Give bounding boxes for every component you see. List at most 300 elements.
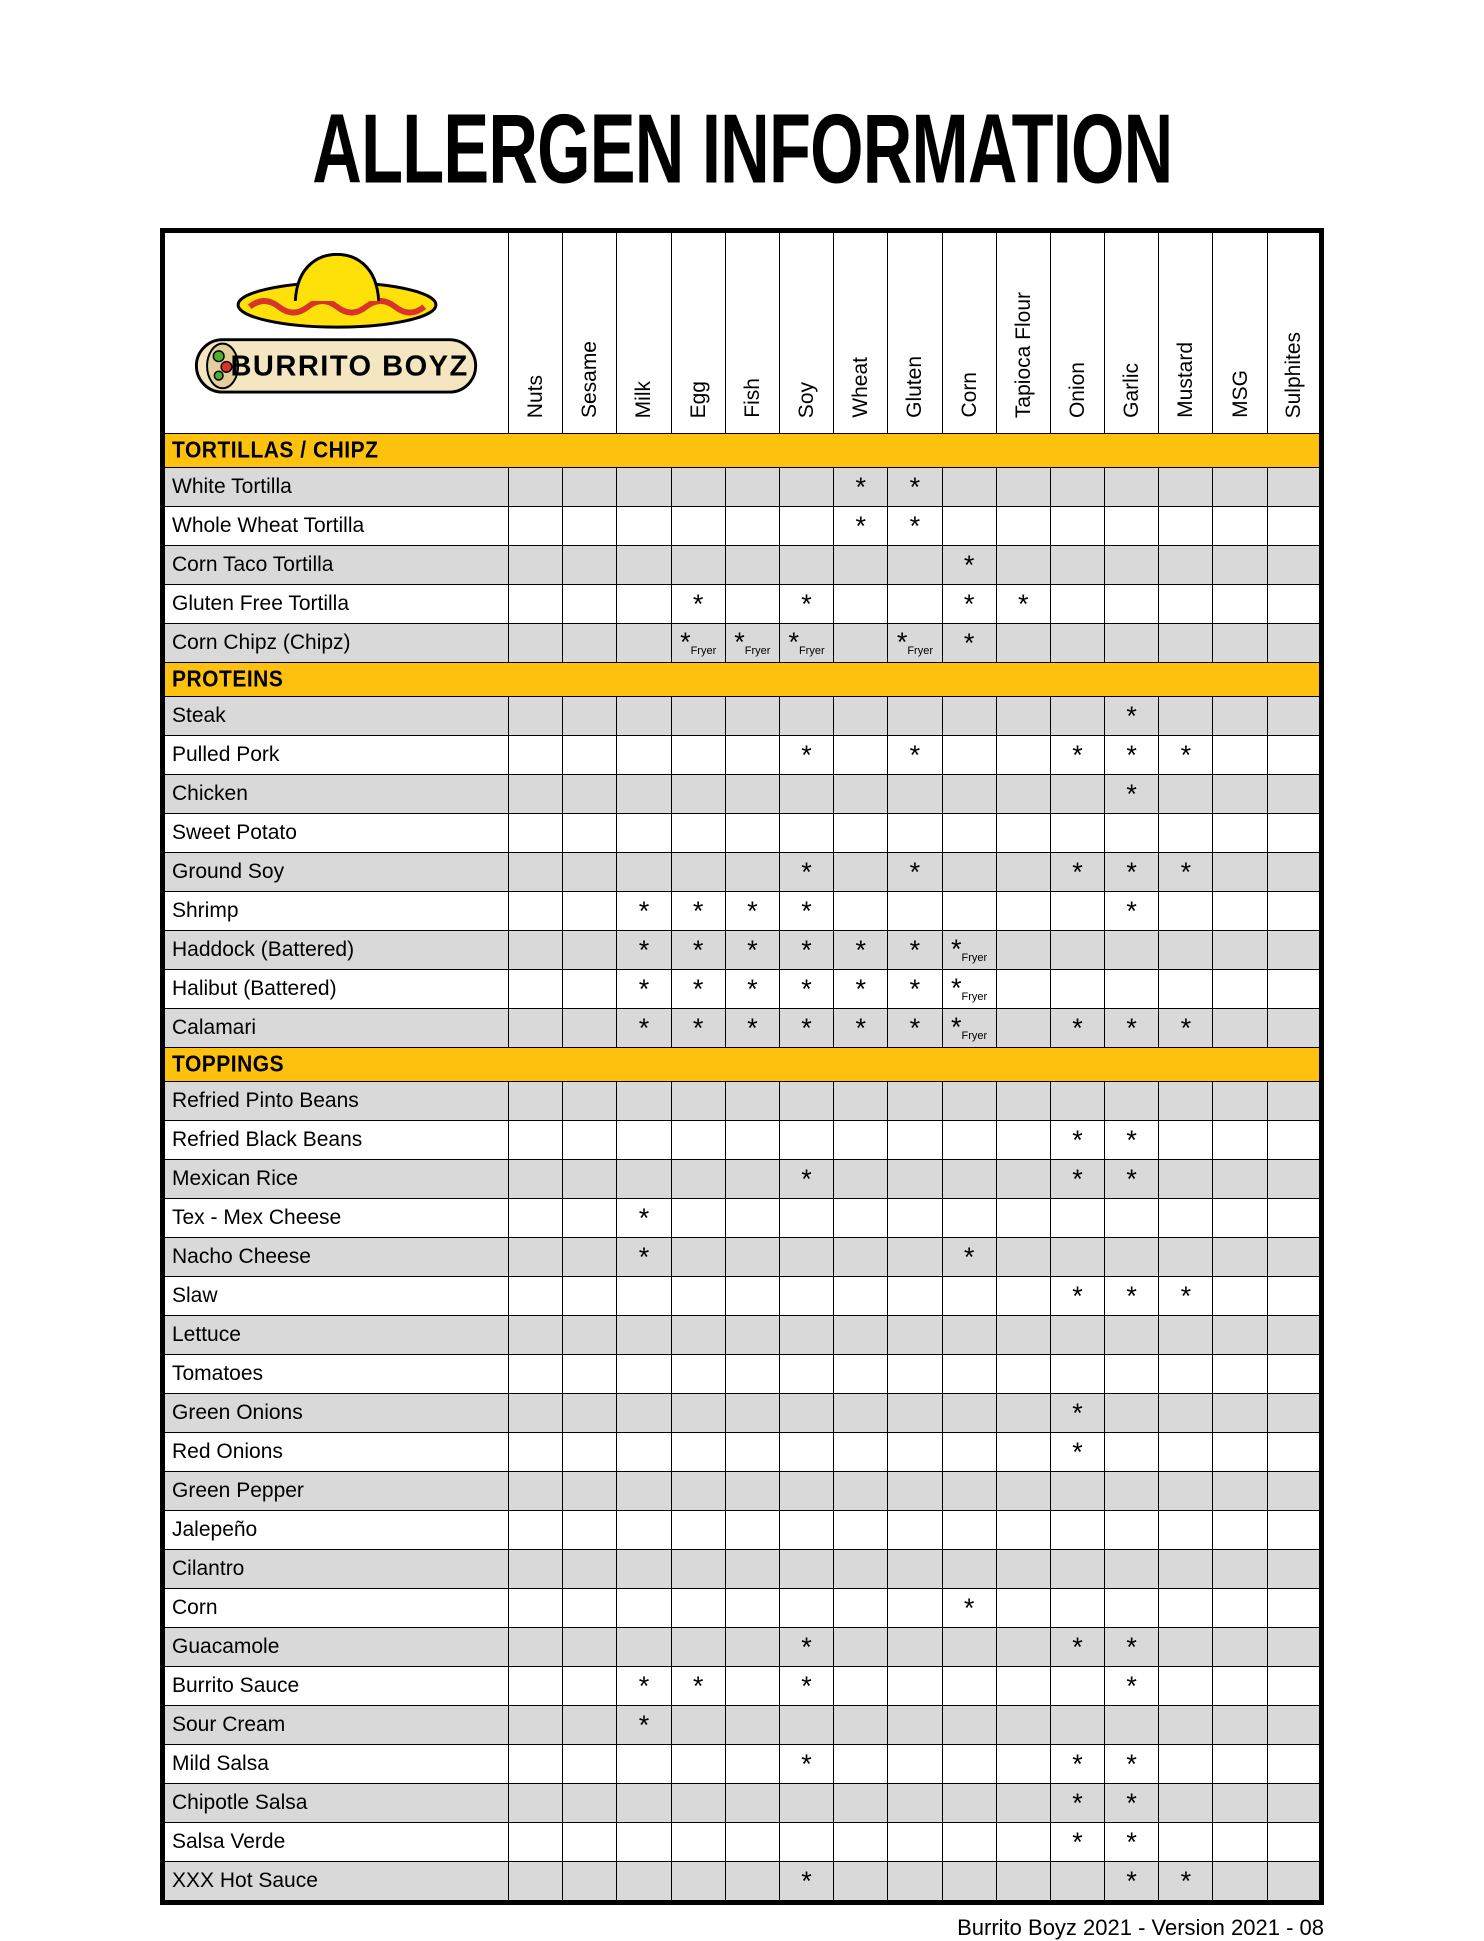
empty-cell	[509, 1550, 563, 1589]
allergen-mark-cell: *	[725, 892, 779, 931]
allergen-mark-cell: *Fryer	[942, 1009, 996, 1048]
empty-cell	[942, 697, 996, 736]
empty-cell	[725, 1433, 779, 1472]
empty-cell	[1050, 1706, 1104, 1745]
item-row	[163, 1121, 1322, 1160]
empty-cell	[996, 697, 1050, 736]
empty-cell	[509, 1628, 563, 1667]
empty-cell	[725, 1121, 779, 1160]
allergen-mark-cell: *	[671, 931, 725, 970]
empty-cell	[1159, 1550, 1213, 1589]
allergen-mark-cell: *	[725, 931, 779, 970]
item-name: Green Pepper	[163, 1472, 509, 1511]
allergen-mark-cell: *Fryer	[888, 624, 942, 663]
empty-cell	[509, 1472, 563, 1511]
empty-cell	[1267, 1121, 1321, 1160]
allergen-mark-cell: *	[779, 1862, 833, 1903]
empty-cell	[1213, 585, 1267, 624]
empty-cell	[779, 1121, 833, 1160]
allergen-mark-cell: *	[1105, 1667, 1159, 1706]
item-row	[163, 931, 1322, 970]
allergen-mark-cell: *	[1105, 736, 1159, 775]
sombrero-icon	[238, 254, 436, 327]
empty-cell	[1213, 775, 1267, 814]
allergen-mark-cell: *	[942, 585, 996, 624]
allergen-mark-cell: *	[1050, 1394, 1104, 1433]
empty-cell	[563, 1316, 617, 1355]
empty-cell	[1159, 1394, 1213, 1433]
allergen-mark-cell: *	[779, 1160, 833, 1199]
empty-cell	[834, 1589, 888, 1628]
empty-cell	[942, 1628, 996, 1667]
empty-cell	[996, 1082, 1050, 1121]
empty-cell	[509, 1238, 563, 1277]
allergen-mark-cell: *	[1050, 1009, 1104, 1048]
empty-cell	[1213, 1316, 1267, 1355]
section-header: PROTEINS	[163, 663, 1322, 697]
item-row	[163, 1589, 1322, 1628]
section-row	[163, 434, 1322, 468]
allergen-mark-cell: *	[834, 931, 888, 970]
empty-cell	[509, 1394, 563, 1433]
empty-cell	[942, 507, 996, 546]
empty-cell	[1213, 1121, 1267, 1160]
allergen-mark-cell: *	[671, 585, 725, 624]
item-name: Corn Taco Tortilla	[163, 546, 509, 585]
empty-cell	[996, 1316, 1050, 1355]
empty-cell	[1213, 1009, 1267, 1048]
empty-cell	[834, 1511, 888, 1550]
empty-cell	[996, 775, 1050, 814]
empty-cell	[1159, 970, 1213, 1009]
section-row	[163, 1048, 1322, 1082]
empty-cell	[509, 1009, 563, 1048]
empty-cell	[834, 1238, 888, 1277]
empty-cell	[942, 1121, 996, 1160]
empty-cell	[1105, 1199, 1159, 1238]
empty-cell	[1267, 1199, 1321, 1238]
empty-cell	[1213, 1823, 1267, 1862]
empty-cell	[888, 1238, 942, 1277]
empty-cell	[563, 1550, 617, 1589]
empty-cell	[725, 1784, 779, 1823]
allergen-mark-cell: *	[779, 892, 833, 931]
item-name: Gluten Free Tortilla	[163, 585, 509, 624]
item-name: White Tortilla	[163, 468, 509, 507]
empty-cell	[1213, 1355, 1267, 1394]
empty-cell	[671, 736, 725, 775]
allergen-mark-cell: *	[942, 1238, 996, 1277]
allergen-mark-cell: *	[1050, 1121, 1104, 1160]
empty-cell	[996, 1394, 1050, 1433]
empty-cell	[509, 1511, 563, 1550]
empty-cell	[725, 1316, 779, 1355]
empty-cell	[671, 1862, 725, 1903]
empty-cell	[942, 1550, 996, 1589]
empty-cell	[617, 507, 671, 546]
empty-cell	[888, 1589, 942, 1628]
empty-cell	[1159, 1589, 1213, 1628]
allergen-mark-cell: *	[834, 507, 888, 546]
allergen-column-header: Milk	[617, 231, 671, 434]
empty-cell	[617, 1628, 671, 1667]
empty-cell	[1267, 546, 1321, 585]
empty-cell	[996, 892, 1050, 931]
empty-cell	[671, 546, 725, 585]
brand-wordmark: BURRITO BOYZ	[229, 350, 469, 383]
empty-cell	[996, 1784, 1050, 1823]
empty-cell	[888, 1394, 942, 1433]
empty-cell	[1105, 624, 1159, 663]
empty-cell	[617, 1160, 671, 1199]
allergen-mark-cell: *	[779, 931, 833, 970]
empty-cell	[1213, 853, 1267, 892]
empty-cell	[942, 1082, 996, 1121]
empty-cell	[1050, 775, 1104, 814]
empty-cell	[671, 1316, 725, 1355]
item-row	[163, 1706, 1322, 1745]
allergen-mark-cell: *	[617, 1009, 671, 1048]
empty-cell	[509, 546, 563, 585]
empty-cell	[942, 1277, 996, 1316]
empty-cell	[1050, 892, 1104, 931]
empty-cell	[563, 624, 617, 663]
item-row	[163, 1628, 1322, 1667]
empty-cell	[509, 1199, 563, 1238]
empty-cell	[1105, 1706, 1159, 1745]
allergen-mark-cell: *	[1050, 1277, 1104, 1316]
empty-cell	[563, 970, 617, 1009]
allergen-mark-cell: *	[779, 1745, 833, 1784]
empty-cell	[996, 507, 1050, 546]
empty-cell	[1267, 1550, 1321, 1589]
empty-cell	[725, 1550, 779, 1589]
empty-cell	[1267, 1277, 1321, 1316]
empty-cell	[888, 585, 942, 624]
empty-cell	[563, 1511, 617, 1550]
empty-cell	[509, 697, 563, 736]
empty-cell	[1267, 775, 1321, 814]
empty-cell	[1213, 1433, 1267, 1472]
empty-cell	[942, 1355, 996, 1394]
empty-cell	[509, 1862, 563, 1903]
empty-cell	[1267, 1394, 1321, 1433]
empty-cell	[617, 468, 671, 507]
allergen-mark-cell: *	[888, 931, 942, 970]
allergen-column-header: Mustard	[1159, 231, 1213, 434]
empty-cell	[1050, 1511, 1104, 1550]
empty-cell	[509, 1823, 563, 1862]
empty-cell	[509, 507, 563, 546]
empty-cell	[1105, 1589, 1159, 1628]
allergen-mark-cell: *	[1159, 1862, 1213, 1903]
empty-cell	[1050, 1667, 1104, 1706]
empty-cell	[509, 1316, 563, 1355]
empty-cell	[617, 1277, 671, 1316]
empty-cell	[617, 1823, 671, 1862]
allergen-mark-cell: *	[779, 585, 833, 624]
empty-cell	[1267, 1667, 1321, 1706]
empty-cell	[834, 1628, 888, 1667]
empty-cell	[834, 775, 888, 814]
empty-cell	[1213, 1277, 1267, 1316]
allergen-mark-cell: *	[617, 1667, 671, 1706]
empty-cell	[888, 1082, 942, 1121]
empty-cell	[725, 1862, 779, 1903]
empty-cell	[834, 853, 888, 892]
empty-cell	[725, 1589, 779, 1628]
allergen-mark-cell: *	[617, 970, 671, 1009]
allergen-mark-cell: *Fryer	[671, 624, 725, 663]
empty-cell	[779, 546, 833, 585]
empty-cell	[1050, 1550, 1104, 1589]
page-title: ALLERGEN INFORMATION	[311, 93, 1173, 204]
allergen-mark-cell: *	[888, 468, 942, 507]
empty-cell	[996, 1238, 1050, 1277]
empty-cell	[725, 1745, 779, 1784]
empty-cell	[725, 1706, 779, 1745]
empty-cell	[1213, 1082, 1267, 1121]
item-row	[163, 468, 1322, 507]
empty-cell	[1105, 507, 1159, 546]
empty-cell	[834, 1082, 888, 1121]
empty-cell	[1267, 1511, 1321, 1550]
empty-cell	[1267, 1433, 1321, 1472]
empty-cell	[1159, 892, 1213, 931]
empty-cell	[1213, 1238, 1267, 1277]
empty-cell	[779, 814, 833, 853]
allergen-column-header: Gluten	[888, 231, 942, 434]
empty-cell	[563, 1472, 617, 1511]
allergen-mark-cell: *	[1105, 1784, 1159, 1823]
empty-cell	[834, 1433, 888, 1472]
empty-cell	[1050, 624, 1104, 663]
empty-cell	[942, 1511, 996, 1550]
item-row	[163, 697, 1322, 736]
empty-cell	[834, 1550, 888, 1589]
empty-cell	[1267, 1160, 1321, 1199]
allergen-mark-cell: *	[779, 970, 833, 1009]
allergen-column-header: Nuts	[509, 231, 563, 434]
empty-cell	[1159, 1160, 1213, 1199]
allergen-mark-cell: *	[1105, 1628, 1159, 1667]
item-name: Chicken	[163, 775, 509, 814]
empty-cell	[671, 853, 725, 892]
empty-cell	[996, 970, 1050, 1009]
empty-cell	[1267, 624, 1321, 663]
empty-cell	[671, 1550, 725, 1589]
empty-cell	[1267, 507, 1321, 546]
empty-cell	[779, 1706, 833, 1745]
empty-cell	[1105, 1394, 1159, 1433]
item-name: Corn Chipz (Chipz)	[163, 624, 509, 663]
item-row	[163, 1550, 1322, 1589]
empty-cell	[617, 1862, 671, 1903]
empty-cell	[671, 1511, 725, 1550]
empty-cell	[563, 1394, 617, 1433]
empty-cell	[942, 1823, 996, 1862]
empty-cell	[1050, 507, 1104, 546]
empty-cell	[563, 892, 617, 931]
item-row	[163, 1511, 1322, 1550]
item-name: Tex - Mex Cheese	[163, 1199, 509, 1238]
empty-cell	[1267, 1706, 1321, 1745]
empty-cell	[563, 1589, 617, 1628]
empty-cell	[563, 775, 617, 814]
empty-cell	[671, 1628, 725, 1667]
empty-cell	[1213, 1745, 1267, 1784]
empty-cell	[779, 1082, 833, 1121]
empty-cell	[779, 1316, 833, 1355]
empty-cell	[563, 1628, 617, 1667]
empty-cell	[671, 775, 725, 814]
empty-cell	[996, 931, 1050, 970]
item-name: Refried Pinto Beans	[163, 1082, 509, 1121]
empty-cell	[1050, 585, 1104, 624]
empty-cell	[779, 1511, 833, 1550]
empty-cell	[725, 546, 779, 585]
allergen-mark-cell: *	[834, 468, 888, 507]
empty-cell	[671, 1745, 725, 1784]
empty-cell	[671, 1199, 725, 1238]
empty-cell	[509, 468, 563, 507]
empty-cell	[509, 1745, 563, 1784]
empty-cell	[563, 1667, 617, 1706]
empty-cell	[942, 1784, 996, 1823]
empty-cell	[671, 1082, 725, 1121]
empty-cell	[725, 585, 779, 624]
empty-cell	[834, 697, 888, 736]
empty-cell	[671, 1823, 725, 1862]
empty-cell	[996, 1009, 1050, 1048]
empty-cell	[563, 1009, 617, 1048]
empty-cell	[617, 775, 671, 814]
item-name: Mexican Rice	[163, 1160, 509, 1199]
empty-cell	[996, 1511, 1050, 1550]
empty-cell	[1213, 814, 1267, 853]
empty-cell	[1159, 814, 1213, 853]
allergen-mark-cell: *	[725, 1009, 779, 1048]
empty-cell	[509, 970, 563, 1009]
empty-cell	[563, 1199, 617, 1238]
allergen-column-header: Corn	[942, 231, 996, 434]
empty-cell	[617, 1550, 671, 1589]
empty-cell	[563, 468, 617, 507]
empty-cell	[888, 1199, 942, 1238]
empty-cell	[996, 1628, 1050, 1667]
item-name: Nacho Cheese	[163, 1238, 509, 1277]
empty-cell	[1213, 1511, 1267, 1550]
empty-cell	[888, 1277, 942, 1316]
empty-cell	[509, 1082, 563, 1121]
allergen-mark-cell: *	[1105, 1121, 1159, 1160]
empty-cell	[1213, 1199, 1267, 1238]
empty-cell	[563, 1823, 617, 1862]
allergen-mark-cell: *	[779, 736, 833, 775]
empty-cell	[563, 1784, 617, 1823]
empty-cell	[617, 814, 671, 853]
item-name: Steak	[163, 697, 509, 736]
empty-cell	[1105, 1472, 1159, 1511]
empty-cell	[1213, 1550, 1267, 1589]
empty-cell	[779, 1550, 833, 1589]
item-row	[163, 1009, 1322, 1048]
allergen-mark-cell: *	[1105, 892, 1159, 931]
empty-cell	[1267, 1009, 1321, 1048]
allergen-mark-cell: *	[617, 931, 671, 970]
empty-cell	[1267, 736, 1321, 775]
empty-cell	[779, 1433, 833, 1472]
empty-cell	[1050, 1472, 1104, 1511]
item-name: Shrimp	[163, 892, 509, 931]
empty-cell	[1267, 970, 1321, 1009]
empty-cell	[617, 736, 671, 775]
item-name: Lettuce	[163, 1316, 509, 1355]
empty-cell	[942, 814, 996, 853]
table-area	[160, 228, 1324, 1905]
empty-cell	[1159, 1082, 1213, 1121]
allergen-mark-cell: *	[1105, 1862, 1159, 1903]
section-header: TORTILLAS / CHIPZ	[163, 434, 1322, 468]
empty-cell	[1213, 970, 1267, 1009]
empty-cell	[563, 1238, 617, 1277]
empty-cell	[509, 1784, 563, 1823]
empty-cell	[725, 814, 779, 853]
item-name: Corn	[163, 1589, 509, 1628]
allergen-mark-cell: *	[617, 1199, 671, 1238]
empty-cell	[509, 1121, 563, 1160]
empty-cell	[1050, 931, 1104, 970]
title-area	[0, 0, 1484, 204]
empty-cell	[996, 1160, 1050, 1199]
empty-cell	[779, 1784, 833, 1823]
allergen-mark-cell: *	[1105, 1160, 1159, 1199]
allergen-mark-cell: *	[779, 853, 833, 892]
allergen-mark-cell: *	[779, 1667, 833, 1706]
allergen-mark-cell: *	[1105, 1745, 1159, 1784]
allergen-mark-cell: *	[1050, 1433, 1104, 1472]
empty-cell	[779, 1589, 833, 1628]
empty-cell	[1213, 736, 1267, 775]
empty-cell	[617, 697, 671, 736]
empty-cell	[996, 1433, 1050, 1472]
empty-cell	[1267, 1589, 1321, 1628]
empty-cell	[834, 736, 888, 775]
item-row	[163, 1394, 1322, 1433]
allergen-mark-cell: *	[942, 624, 996, 663]
footer-version-text: Burrito Boyz 2021 - Version 2021 - 08	[957, 1915, 1324, 1940]
allergen-mark-cell: *	[888, 970, 942, 1009]
empty-cell	[1267, 1862, 1321, 1903]
empty-cell	[671, 1277, 725, 1316]
item-row	[163, 1472, 1322, 1511]
empty-cell	[1050, 1589, 1104, 1628]
empty-cell	[1159, 507, 1213, 546]
empty-cell	[888, 1511, 942, 1550]
empty-cell	[671, 1433, 725, 1472]
empty-cell	[725, 1511, 779, 1550]
allergen-column-header: Onion	[1050, 231, 1104, 434]
allergen-column-header: Tapioca Flour	[996, 231, 1050, 434]
allergen-mark-cell: *	[888, 507, 942, 546]
empty-cell	[1159, 546, 1213, 585]
empty-cell	[1050, 1862, 1104, 1903]
empty-cell	[1213, 1667, 1267, 1706]
empty-cell	[942, 1199, 996, 1238]
allergen-mark-cell: *	[1159, 1277, 1213, 1316]
empty-cell	[779, 1238, 833, 1277]
item-name: Tomatoes	[163, 1355, 509, 1394]
